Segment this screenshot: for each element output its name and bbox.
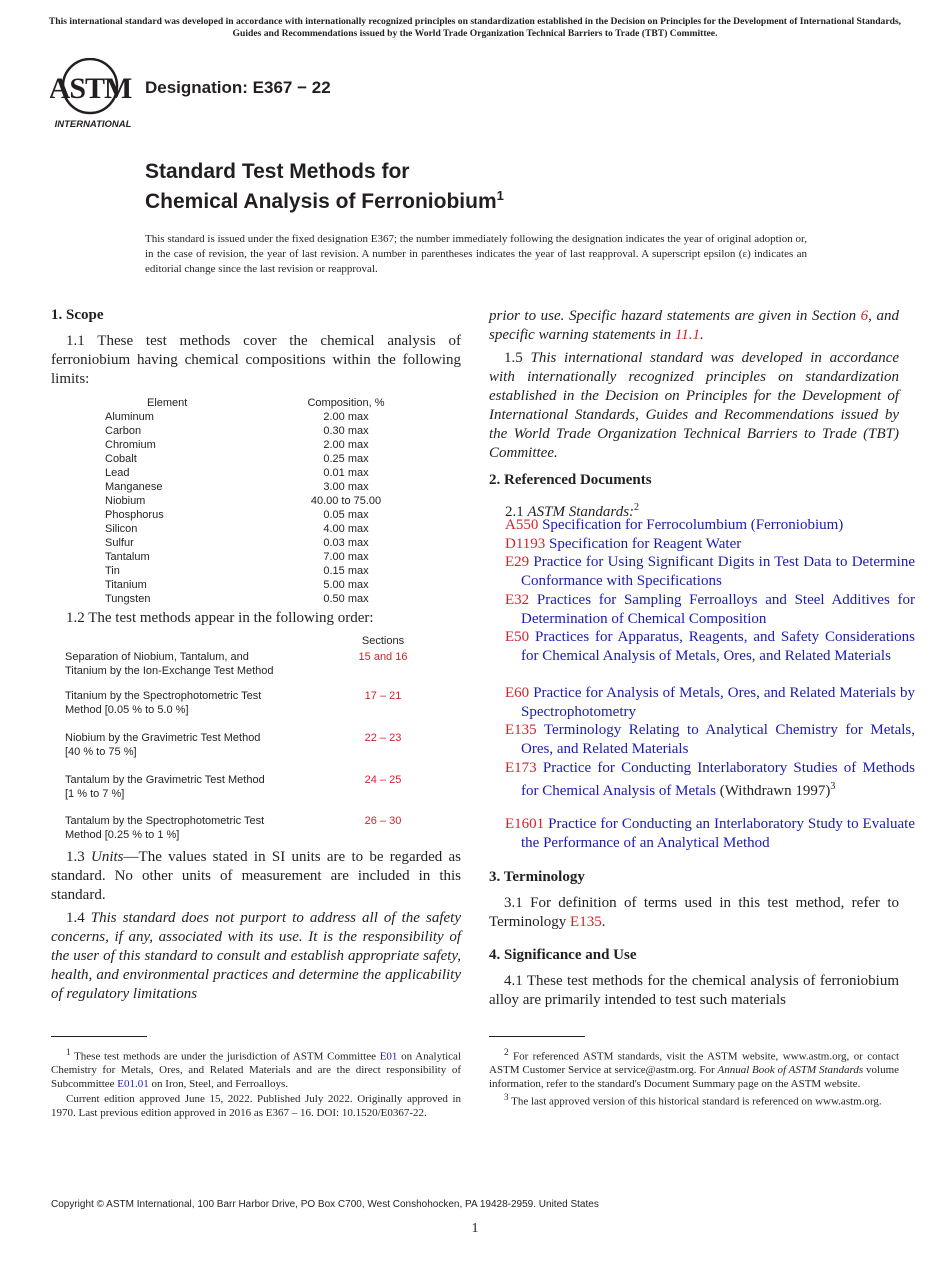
footnotes-left: $^1$ These test methods are under the jurisdiction of ASTM Committee E01 on Analytical Chemistry for Metals, Ores, and Related Materials and are the direct responsibility of Subcommittee E01.01 on Iron, Steel, and Ferroalloys. Current edition approved June 15, 2022. Published July 2022. Originally approved in 1970. Last previous edition approved in 2016 as E367 – 16. DOI: 10.1520/E0367-22.	[51, 1047, 461, 1119]
reference-item	[505, 516, 915, 535]
composition-value: 2.00 max	[323, 439, 369, 451]
scope-1-3: 1.3 Units—The values stated in SI units are to be regarded as standard. No other units of measurement are included in this standard.	[51, 849, 462, 903]
reference-title-link[interactable]: Specification for Ferrocolumbium (Ferroniobium)	[542, 517, 844, 533]
title-line-2: Chemical Analysis of Ferroniobium	[145, 190, 497, 213]
composition-value: 0.05 max	[323, 509, 369, 521]
refs-2-1: 2.1 ASTM Standards:$^2$	[505, 502, 640, 520]
reference-code-link[interactable]: E29	[505, 554, 530, 570]
composition-element: Chromium	[105, 439, 156, 451]
reference-title-link[interactable]: Specification for Reagent Water	[549, 536, 742, 552]
reference-item	[505, 684, 915, 721]
method-name-cont: Method [0.25 % to 1 %]	[65, 829, 180, 841]
scope-continued: prior to use. Specific hazard statements are given in Section 6, and specific warning statements in 11.1. 1.5 This international standard was developed in accordance with internationally recognized principles on standardization established in the Decision on Principles for the Development of International Standards, Guides and Recommendations issued by the World Trade Organization Technical Barriers to Trade (TBT) Committee.	[489, 308, 900, 461]
composition-element: Titanium	[105, 579, 147, 591]
scope-1-2: 1.2 The test methods appear in the following order:	[66, 610, 374, 626]
copyright: Copyright © ASTM International, 100 Barr Harbor Drive, PO Box C700, West Conshohocken, PA 19428-2959. United States	[51, 1199, 599, 1210]
table-head-element: Element	[147, 397, 188, 409]
reference-note: (Withdrawn 1997)	[715, 782, 831, 799]
composition-value: 0.15 max	[323, 565, 369, 577]
reference-title-link[interactable]: Practice for Using Significant Digits in Test Data to Determine Conformance with Specifications	[521, 554, 916, 589]
composition-value: 40.00 to 75.00	[310, 495, 382, 507]
composition-element: Cobalt	[105, 453, 137, 465]
reference-item	[505, 815, 915, 852]
composition-element: Lead	[105, 467, 130, 479]
composition-element: Sulfur	[105, 537, 134, 549]
method-sections-link[interactable]: 22 – 23	[364, 732, 402, 744]
reference-item	[505, 591, 915, 628]
reference-item	[505, 759, 915, 800]
composition-value: 0.50 max	[323, 593, 369, 605]
reference-title-link[interactable]: Practice for Conducting Interlaboratory Studies of Methods for Chemical Analysis of Metals	[521, 760, 915, 799]
link-section-6[interactable]: 6	[860, 308, 869, 324]
method-name: Tantalum by the Spectrophotometric Test	[65, 815, 265, 827]
composition-table	[51, 396, 461, 606]
method-name-cont: Method [0.05 % to 5.0 %]	[65, 704, 189, 716]
composition-value: 2.00 max	[323, 411, 369, 423]
footnote-rule-left	[51, 1036, 147, 1037]
astm-logo	[50, 58, 136, 130]
significance-4-1: 4.1 These test methods for the chemical analysis of ferroniobium alloy are primarily intended to test such materials	[489, 973, 899, 1008]
methods-order-table	[51, 634, 461, 849]
terminology-3-1: 3.1 For definition of terms used in this test method, refer to Terminology E135.	[489, 895, 899, 930]
significance-heading: 4. Significance and Use	[489, 947, 637, 963]
composition-element: Carbon	[105, 425, 142, 437]
reference-title-link[interactable]: Practice for Analysis of Metals, Ores, and Related Materials by Spectrophotometry	[521, 685, 915, 720]
footnote-rule-right	[489, 1036, 585, 1037]
reference-item	[505, 553, 915, 590]
page-number: 1	[471, 1221, 479, 1236]
method-name: Titanium by the Spectrophotometric Test	[65, 690, 262, 702]
reference-item	[505, 628, 915, 665]
svg-text:ASTM: ASTM	[50, 72, 132, 105]
page-title	[145, 160, 504, 214]
reference-title-link[interactable]: Practices for Apparatus, Reagents, and Safety Considerations for Chemical Analysis of Metals, Ores, and Related Materials	[521, 629, 916, 664]
composition-element: Silicon	[105, 523, 138, 535]
composition-element: Tungsten	[105, 593, 151, 605]
composition-element: Manganese	[105, 481, 163, 493]
method-name-cont: [1 % to 7 %]	[65, 788, 125, 800]
composition-element: Tantalum	[105, 551, 150, 563]
title-footnote-ref[interactable]: 1	[496, 188, 504, 203]
reference-code-link[interactable]: E50	[505, 629, 530, 645]
method-name-cont: Titanium by the Ion-Exchange Test Method	[65, 665, 274, 677]
composition-value: 5.00 max	[323, 579, 369, 591]
table-head-composition: Composition, %	[307, 397, 385, 409]
method-sections-link[interactable]: 26 – 30	[364, 815, 402, 827]
reference-item	[505, 535, 915, 554]
reference-code-link[interactable]: E1601	[505, 816, 545, 832]
refs-heading: 2. Referenced Documents	[489, 472, 652, 488]
scope-1-4: 1.4 This standard does not purport to address all of the safety concerns, if any, associated with its use. It is the responsibility of the user of this standard to consult and establish appropriate safety, health, and environmental practices and determine the applicability of regulatory limitations	[51, 910, 461, 1002]
intro-note: This standard is issued under the fixed designation E367; the number immediately following the designation indicates the year of original adoption or, in the case of revision, the year of last revision. A number in parentheses indicates the year of last reapproval. A superscript epsilon (ε) indicates an editorial change since the last revision or reapproval.	[145, 233, 807, 275]
reference-item	[505, 721, 915, 758]
link-e135-term[interactable]: E135	[570, 914, 602, 930]
reference-title-link[interactable]: Terminology Relating to Analytical Chemistry for Metals, Ores, and Related Materials	[521, 722, 915, 757]
composition-value: 3.00 max	[323, 481, 369, 493]
method-name: Niobium by the Gravimetric Test Method	[65, 732, 261, 744]
reference-code-link[interactable]: D1193	[505, 536, 546, 552]
scope-1-1: 1.1 These test methods cover the chemical analysis of ferroniobium having chemical compositions within the following limits:	[51, 333, 461, 387]
composition-element: Phosphorus	[105, 509, 164, 521]
designation: Designation: E367 − 22	[145, 78, 331, 97]
reference-code-link[interactable]: A550	[505, 517, 539, 533]
scope-heading: 1. Scope	[51, 307, 104, 323]
composition-value: 0.30 max	[323, 425, 369, 437]
link-e01-01[interactable]: E01.01	[117, 1077, 149, 1090]
composition-element: Tin	[105, 565, 120, 577]
link-11-1[interactable]: 11.1	[674, 327, 700, 343]
reference-code-link[interactable]: E60	[505, 685, 530, 701]
link-e01[interactable]: E01	[379, 1050, 398, 1063]
scope-1-5: 1.5 This international standard was developed in accordance with internationally recognized principles on standardization established in the Decision on Principles for the Development of International Standards, Guides and Recommendations issued by the World Trade Organization Technical Barriers to Trade (TBT) Committee.	[489, 350, 900, 461]
composition-element: Aluminum	[105, 411, 154, 423]
logo-wordmark: INTERNATIONAL	[54, 119, 132, 130]
method-name-cont: [40 % to 75 %]	[65, 746, 137, 758]
composition-value: 4.00 max	[323, 523, 369, 535]
composition-element: Niobium	[105, 495, 146, 507]
method-sections-link[interactable]: 15 and 16	[358, 651, 408, 663]
reference-footnote-ref[interactable]: 3	[830, 780, 836, 792]
reference-code-link[interactable]: E173	[505, 760, 537, 776]
composition-value: 0.03 max	[323, 537, 369, 549]
terminology-heading: 3. Terminology	[489, 869, 585, 885]
method-name: Separation of Niobium, Tantalum, and	[65, 651, 249, 663]
composition-value: 0.25 max	[323, 453, 369, 465]
method-name: Tantalum by the Gravimetric Test Method	[65, 774, 265, 786]
sections-head: Sections	[361, 635, 405, 647]
footnotes-right: $^2$ For referenced ASTM standards, visit the ASTM website, www.astm.org, or contact ASTM Customer Service at service@astm.org. For Annual Book of ASTM Standards volume information, refer to the standard's Document Summary page on the ASTM website. $^3$ The last approved version of this historical standard is referenced on www.astm.org.	[489, 1047, 900, 1108]
wto-notice: This international standard was developed in accordance with internationally recognized principles on standardization established in the Decision on Principles for the Development of International Standards, Guides and Recommendations issued by the World Trade Organization Technical Barriers to Trade (TBT) Committee.	[48, 16, 902, 39]
method-sections-link[interactable]: 17 – 21	[364, 690, 402, 702]
reference-title-link[interactable]: Practices for Sampling Ferroalloys and Steel Additives for Determination of Chemical Composition	[521, 592, 915, 627]
title-line-1: Standard Test Methods for	[145, 160, 410, 183]
reference-code-link[interactable]: E135	[505, 722, 537, 738]
astm-logo-icon	[50, 58, 136, 130]
reference-title-link[interactable]: Practice for Conducting an Interlaboratory Study to Evaluate the Performance of an Analytical Method	[521, 816, 916, 851]
reference-code-link[interactable]: E32	[505, 592, 530, 608]
composition-value: 0.01 max	[323, 467, 369, 479]
composition-value: 7.00 max	[323, 551, 369, 563]
method-sections-link[interactable]: 24 – 25	[364, 774, 402, 786]
